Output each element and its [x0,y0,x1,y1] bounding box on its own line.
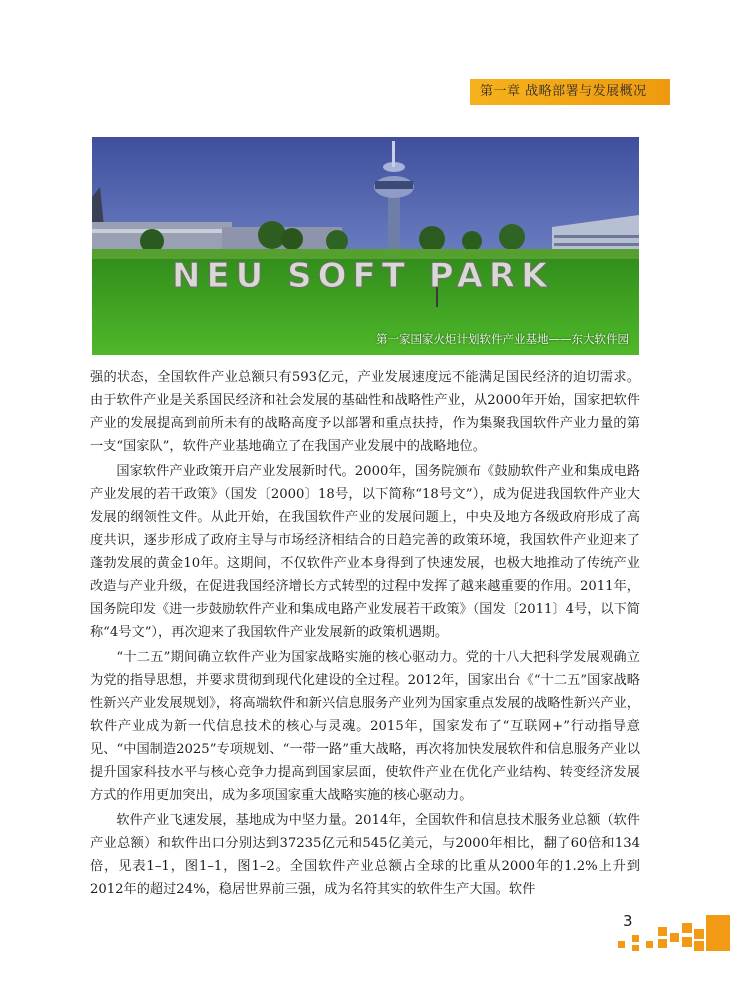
paragraph-3: “十二五”期间确立软件产业为国家战略实施的核心驱动力。党的十八大把科学发展观确立为党的指导思想，并要求贯彻到现代化建设的全过程。2012年，国家出台《“十二五”国家战略性新兴产业发展规划》，将高端软件和新兴信息服务产业列为国家重点发展的战略性新兴产业，软件产业成为新一代信息技术的核心与灵魂。2015年，国家发布了“互联网+”行动指导意见、“中国制造2025”专项规划、“一带一路”重大战略，再次将加快发展软件和信息服务产业以提升国家科技水平与核心竞争力提高到国家层面，使软件产业在优化产业结构、转变经济发展方式的作用更加突出，成为多项国家重大战略实施的核心驱动力。 [90,650,640,803]
paragraph-4: 软件产业飞速发展，基地成为中坚力量。2014年，全国软件和信息技术服务业总额（软件产业总额）和软件出口分别达到37235亿元和545亿美元，与2000年相比，翻了60倍和134倍，见表1–1，图1–1，图1–2。全国软件产业总额占全球的比重从2000年的1.2%上升到2012年的超过24%，稳居世界前三强，成为名符其实的软件生产大国。软件 [90,813,640,897]
park-photo [92,137,639,355]
park-sign-text: NEU SOFT PARK [172,256,554,296]
chapter-header-tab [470,79,670,105]
body-text [90,366,640,903]
chapter-title: 第一章 战略部署与发展概况 [480,84,647,99]
page-number: 3 [623,912,633,930]
park-photo-illustration [92,137,639,355]
paragraph-1: 强的状态，全国软件产业总额只有593亿元，产业发展速度远不能满足国民经济的迫切需求。由于软件产业是关系国民经济和社会发展的基础性和战略性产业，从2000年开始，国家把软件产业的发展提高到前所未有的战略高度予以部署和重点扶持，作为集聚我国软件产业力量的第一支“国家队”，软件产业基地确立了在我国产业发展中的战略地位。 [90,370,640,454]
footer-pixel-decoration [618,915,730,951]
photo-caption: 第一家国家火炬计划软件产业基地——东大软件园 [376,332,629,346]
paragraph-2: 国家软件产业政策开启产业发展新时代。2000年，国务院颁布《鼓励软件产业和集成电路产业发展的若干政策》（国发〔2000〕18号，以下简称“18号文”），成为促进我国软件产业大发展的纲领性文件。从此开始，在我国软件产业的发展问题上，中央及地方各级政府形成了高度共识，逐步形成了政府主导与市场经济相结合的日趋完善的政策环境，我国软件产业迎来了蓬勃发展的黄金10年。这期间，不仅软件产业本身得到了快速发展，也极大地推动了传统产业改造与产业升级，在促进我国经济增长方式转型的过程中发挥了越来越重要的作用。2011年，国务院印发《进一步鼓励软件产业和集成电路产业发展若干政策》（国发〔2011〕4号，以下简称“4号文”），再次迎来了我国软件产业发展新的政策机遇期。 [90,464,640,640]
